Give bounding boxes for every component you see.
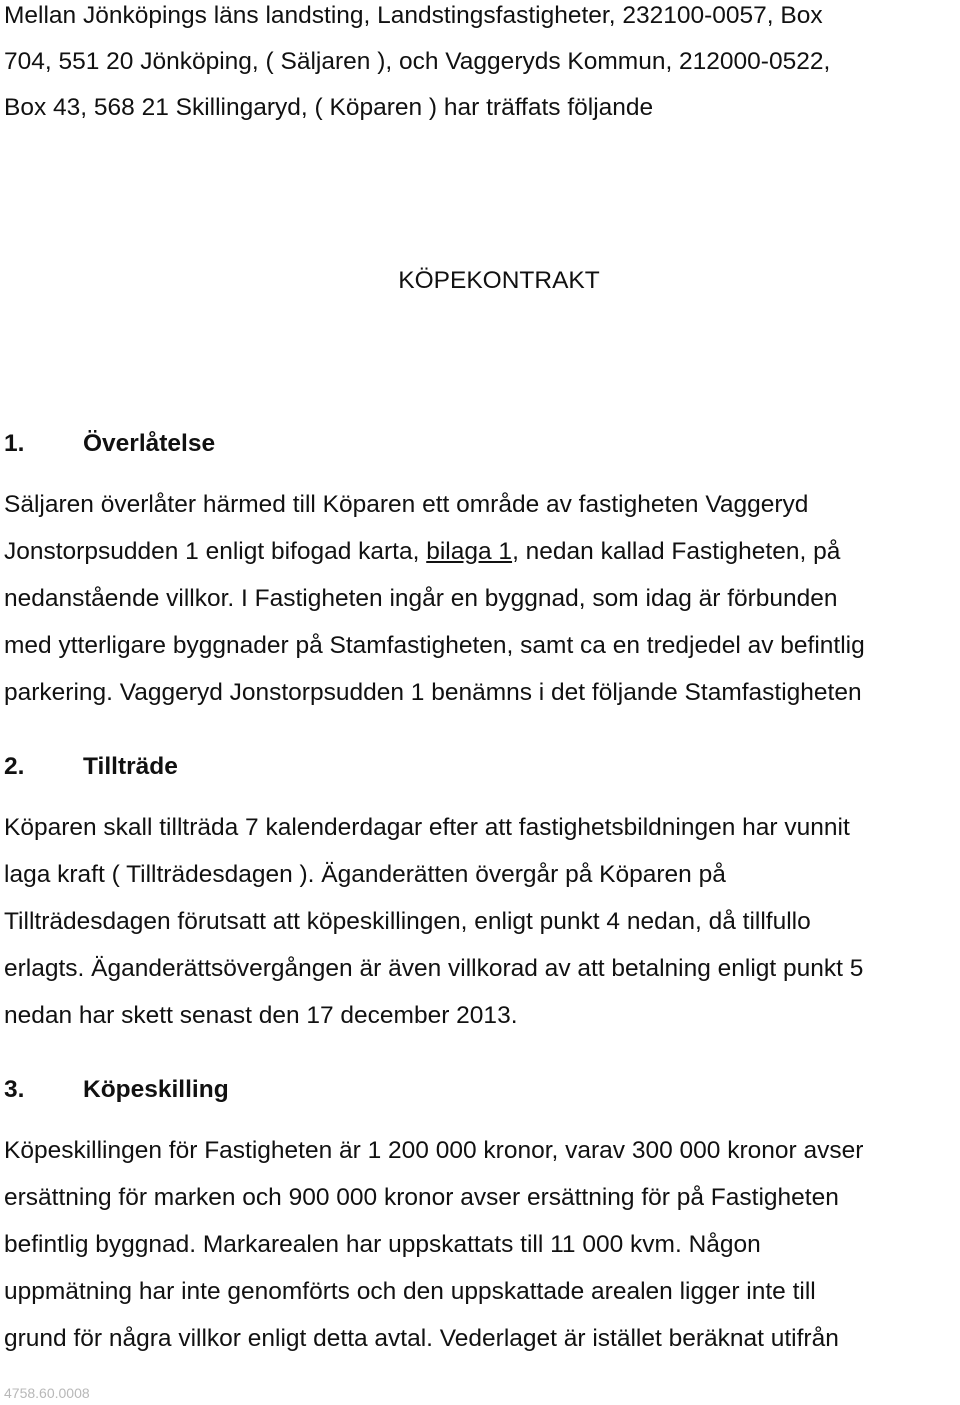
- section-number: 2.: [4, 753, 25, 780]
- section-heading: [4, 1074, 229, 1106]
- body-line: Köpeskillingen för Fastigheten är 1 200 000 kronor, varav 300 000 kronor avser: [4, 1137, 864, 1164]
- section-number: 3.: [4, 1076, 25, 1103]
- intro-line: Box 43, 568 21 Skillingaryd, ( Köparen ) har träffats följande: [4, 94, 654, 121]
- contract-title: KÖPEKONTRAKT: [398, 267, 600, 294]
- body-line: grund för några villkor enligt detta avtal. Vederlaget är istället beräknat utifrån: [4, 1325, 839, 1352]
- body-line: laga kraft ( Tillträdesdagen ). Äganderätten övergår på Köparen på: [4, 861, 726, 888]
- body-line: nedanstående villkor. I Fastigheten ingår en byggnad, som idag är förbunden: [4, 585, 838, 612]
- body-line: nedan har skett senast den 17 december 2013.: [4, 1002, 518, 1029]
- body-text: , nedan kallad Fastigheten, på: [512, 538, 841, 565]
- body-line: med ytterligare byggnader på Stamfastigheten, samt ca en tredjedel av befintlig: [4, 632, 865, 659]
- section-heading: [4, 751, 178, 783]
- section-title: Köpeskilling: [83, 1076, 229, 1103]
- body-line: [4, 536, 840, 568]
- section-number: 1.: [4, 430, 25, 457]
- bilaga-reference: bilaga 1: [426, 538, 513, 565]
- body-line: Tillträdesdagen förutsatt att köpeskillingen, enligt punkt 4 nedan, då tillfullo: [4, 908, 811, 935]
- body-line: erlagts. Äganderättsövergången är även villkorad av att betalning enligt punkt 5: [4, 955, 864, 982]
- body-text: Jonstorpsudden 1 enligt bifogad karta,: [4, 538, 427, 565]
- section-title: Tillträde: [83, 753, 178, 780]
- intro-line: 704, 551 20 Jönköping, ( Säljaren ), och Vaggeryds Kommun, 212000-0522,: [4, 48, 831, 75]
- intro-line: Mellan Jönköpings läns landsting, Landstingsfastigheter, 232100-0057, Box: [4, 2, 823, 29]
- body-line: uppmätning har inte genomförts och den uppskattade arealen ligger inte till: [4, 1278, 816, 1305]
- body-line: ersättning för marken och 900 000 kronor avser ersättning för på Fastigheten: [4, 1184, 839, 1211]
- body-line: befintlig byggnad. Markarealen har uppskattats till 11 000 kvm. Någon: [4, 1231, 761, 1258]
- section-heading: [4, 428, 215, 460]
- body-line: Säljaren överlåter härmed till Köparen ett område av fastigheten Vaggeryd: [4, 491, 809, 518]
- body-line: parkering. Vaggeryd Jonstorpsudden 1 benämns i det följande Stamfastigheten: [4, 679, 862, 706]
- document-footer-code: 4758.60.0008: [4, 1385, 90, 1401]
- body-line: Köparen skall tillträda 7 kalenderdagar efter att fastighetsbildningen har vunnit: [4, 814, 850, 841]
- section-title: Överlåtelse: [83, 430, 216, 457]
